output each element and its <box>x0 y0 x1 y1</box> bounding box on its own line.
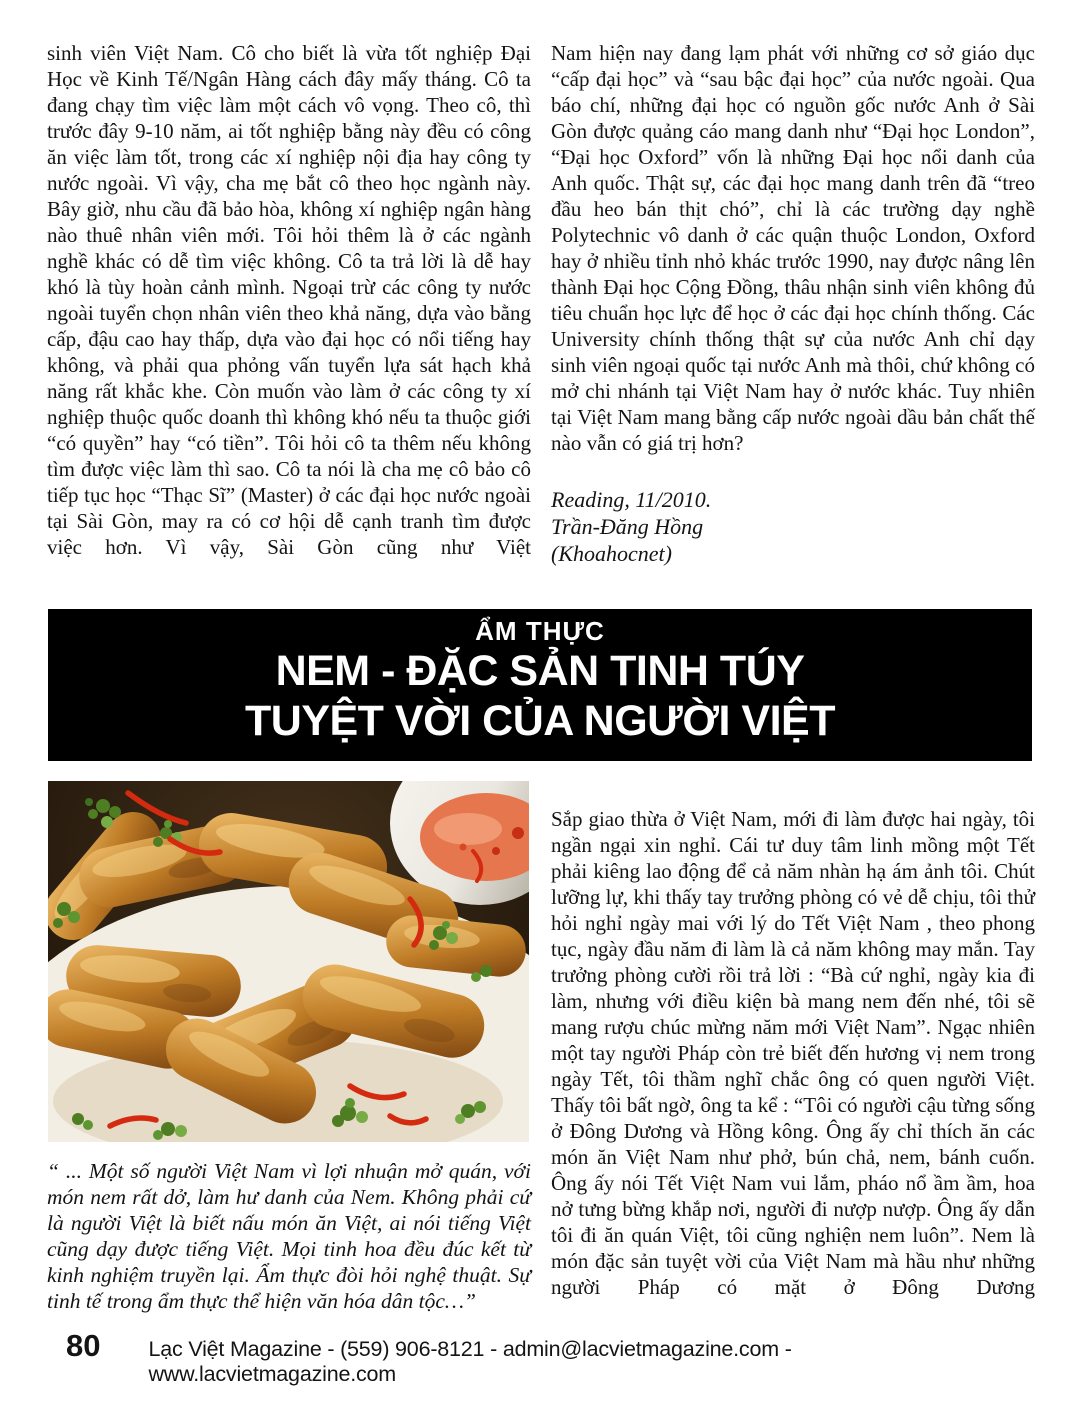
pull-quote: “ ... Một số người Việt Nam vì lợi nhuận mở quán, với món nem rất dở, làm hư danh của Nem. Không phải cứ là người Việt là biết nấu món ăn Việt, ai nói tiếng Việt cũng dạy được tiếng Việt. Mọi tinh hoa đều đúc kết từ kinh nghiệm truyền lại. Ẩm thực đòi hỏi nghệ thuật. Sự tinh tế trong ẩm thực thể hiện văn hóa dân tộc…” <box>47 1159 531 1313</box>
page-number: 80 <box>66 1328 101 1363</box>
section-kicker: ẨM THỰC <box>475 616 605 646</box>
byline-credit: (Khoahocnet) <box>551 541 672 566</box>
nem-photo <box>48 781 529 1142</box>
article-nem-right-column: Sắp giao thừa ở Việt Nam, mới đi làm được hai ngày, tôi ngần ngại xin nghỉ. Cái tư duy tâm linh mồng một Tết phải kiêng lao động để cả năm nhàn hạ ám ảnh tôi. Chút lưỡng lự, khi thấy tay trưởng phòng có vẻ dễ chịu, tôi thử hỏi nghỉ ngày mai với lý do Tết Việt Nam , theo phong tục, ngày đầu năm đi làm là cả năm không may mắn. Tay trưởng phòng cười rồi trả lời : “Bà cứ nghỉ, ngày kia đi làm, nhưng với điều kiện bà mang nem đến nhé, tôi sẽ mang rượu chúc mừng năm mới Việt Nam”. Ngạc nhiên một tay người Pháp còn trẻ biết đến hương vị nem trong ngày Tết, tôi thầm nghĩ chắc ông có quen người Việt. Thấy tôi bất ngờ, ông ta kể : “Tôi có người cậu từng sống ở Đông Dương và Hồng kông. Ông ấy chỉ thích ăn các món ăn Việt Nam như phở, bún chả, nem, bánh cuốn. Ông ấy nói Tết Việt Nam vui lắm, pháo nổ ầm ầm, hoa nở tưng bừng khắp nơi, người đi nượp nượp. Ông ấy dẫn tôi đi ăn quán Việt, tôi cũng nghiện nem luôn”. Nem là món đặc sản tuyệt vời của Việt Nam mà hầu như những người Pháp có mặt ở Đông Dương <box>551 807 1035 1299</box>
byline-source: Reading, 11/2010. <box>551 487 712 512</box>
article-title-line2: TUYỆT VỜI CỦA NGƯỜI VIỆT <box>245 697 835 745</box>
byline-author: Trần-Đăng Hồng <box>551 514 704 539</box>
article-byline <box>551 486 1035 567</box>
article-education-right-column <box>551 40 1035 567</box>
article-title-line1: NEM - ĐẶC SẢN TINH TÚY <box>275 647 805 695</box>
article-education-left-column: sinh viên Việt Nam. Cô cho biết là vừa tốt nghiệp Đại Học về Kinh Tế/Ngân Hàng cách đây mấy tháng. Cô ta đang chạy tìm việc làm một cách vô vọng. Theo cô, thì trước đây 9-10 năm, ai tốt nghiệp bằng này đều có công ăn việc làm tốt, trong các xí nghiệp nội địa hay công ty nước ngoài. Vì vậy, cha mẹ bắt cô theo học ngành này. Bây giờ, nhu cầu đã bảo hòa, không xí nghiệp ngân hàng nào thuê nhân viên mới. Tôi hỏi thêm là ở các ngành nghề khác có dễ tìm việc không. Cô ta trả lời là dễ hay khó là tùy hoàn cảnh mình. Ngoại trừ các công ty nước ngoài tuyển chọn nhân viên theo khả năng, dựa vào bằng cấp, đậu cao hay thấp, dựa vào đại học có nổi tiếng hay không, và phải qua phỏng vấn tuyển lựa sát hạch khả năng rất khắc khe. Còn muốn vào làm ở các công ty xí nghiệp thuộc quốc doanh thì không khó nếu ta thuộc giới “có quyền” hay “có tiền”. Tôi hỏi cô ta thêm nếu không tìm được việc làm thì sao. Cô ta nói là cha mẹ cô bảo cô tiếp tục học “Thạc Sĩ” (Master) ở các đại học nước ngoài tại Sài Gòn, may ra có cơ hội dễ cạnh tranh tìm được việc hơn. Vì vậy, Sài Gòn cũng như Việt <box>47 41 531 559</box>
section-banner <box>48 609 1032 761</box>
footer-contact: Lạc Việt Magazine - (559) 906-8121 - admin@lacvietmagazine.com - www.lacvietmagazine.com <box>148 1337 792 1386</box>
article-education-right-text: Nam hiện nay đang lạm phát với những cơ sở giáo dục “cấp đại học” và “sau bậc đại học” của nước ngoài. Qua báo chí, những đại học có nguồn gốc nước Anh ở Sài Gòn được quảng cáo mang danh như “Đại học London”, “Đại học Oxford” vốn là những Đại học nổi danh của Anh quốc. Thật sự, các đại học mang danh trên đã “treo đầu heo bán thịt chó”, chỉ là các trường dạy nghề Polytechnic vô danh ở các quận thuộc London, Oxford hay ở nhiều tỉnh nhỏ khác trước 1990, nay được nâng lên thành Đại học Cộng Đồng, thâu nhận sinh viên không đủ tiêu chuẩn học lực để học ở các đại học chính thống. Các University chính thống thật sự của nước Anh chỉ dạy sinh viên ngoại quốc tại nước Anh mà thôi, chứ không có mở chi nhánh tại Việt Nam hay ở nước khác. Tuy nhiên tại Việt Nam mang bằng cấp nước ngoài dầu bản chất thế nào vẫn có giá trị hơn? <box>551 41 1035 455</box>
page-footer <box>66 1328 1026 1387</box>
nem-photo-illustration <box>48 781 529 1142</box>
